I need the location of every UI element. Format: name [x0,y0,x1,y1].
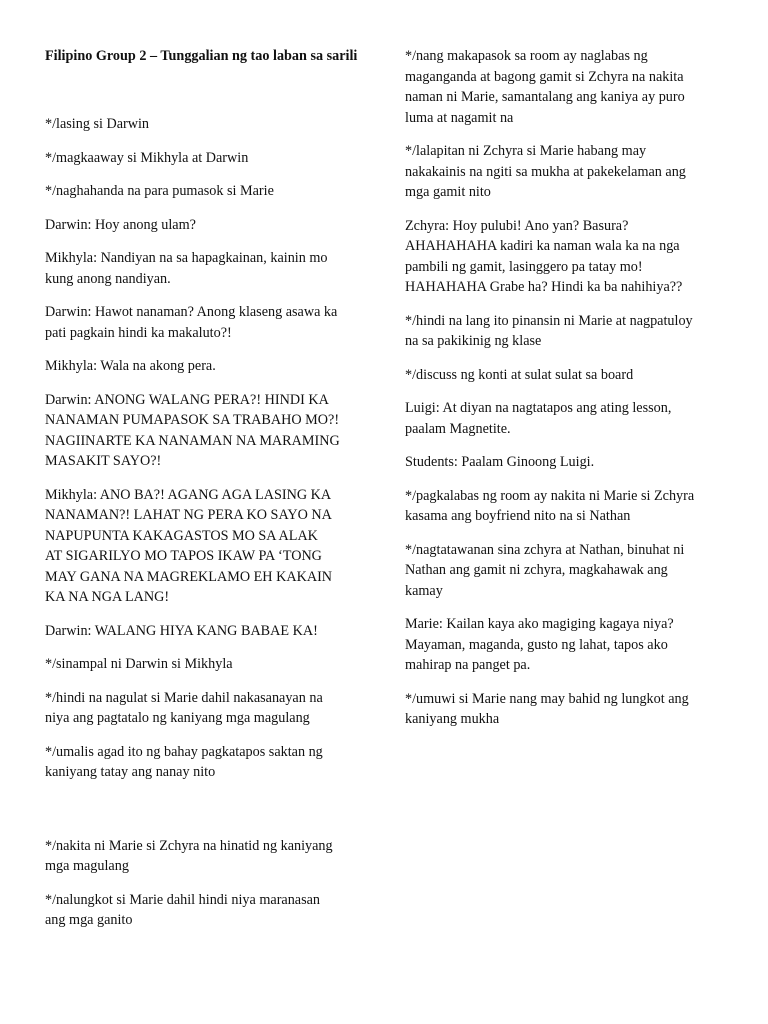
paragraph: Darwin: Hoy anong ulam? [45,216,196,233]
paragraph: */hindi na lang ito pinansin ni Marie at nagpatuloy na sa pakikinig ng klase [405,312,693,349]
blank-gap [45,796,367,836]
paragraph: Mikhyla: Wala na akong pera. [45,358,216,374]
paragraph: Mikhyla: Nandiyan na sa hapagkainan, kainin mo kung anong nandiyan. [45,250,328,287]
paragraph: Darwin: WALANG HIYA KANG BABAE KA! [45,622,318,639]
paragraph: Mikhyla: ANO BA?! AGANG AGA LASING KA NANAMAN?! LAHAT NG PERA KO SAYO NA NAPUPUNTA KAKAGASTOS MO SA ALAK AT SIGARILYO MO TAPOS IKAW PA ‘TONG MAY GANA NA MAGREKLAMO EH KAKAIN KA NA NGA LANG! [45,486,333,605]
paragraph: */lasing si Darwin [45,116,150,132]
paragraph: */nang makapasok sa room ay naglabas ng maganganda at bagong gamit si Zchyra na nakita naman ni Marie, samantalang ang kaniya ay puro luma at nagamit na [405,48,685,126]
paragraph: Zchyra: Hoy pulubi! Ano yan? Basura? AHAHAHAHA kadiri ka naman wala ka na nga pambili ng gamit, lasinggero pa tatay mo! HAHAHAHA Grabe ha? Hindi ka ba nahihiya?? [405,217,683,295]
left-column [45,46,367,944]
paragraph: */umuwi si Marie nang may bahid ng lungkot ang kaniyang mukha [405,690,689,727]
paragraph: */sinampal ni Darwin si Mikhyla [45,656,233,672]
paragraph: */nalungkot si Marie dahil hindi niya maranasan ang mga ganito [45,891,321,928]
right-column [405,46,725,743]
paragraph: */umalis agad ito ng bahay pagkatapos saktan ng kaniyang tatay ang nanay nito [45,743,323,780]
paragraph: */lalapitan ni Zchyra si Marie habang may nakakainis na ngiti sa mukha at pakekelaman ang mga gamit nito [405,143,686,200]
paragraph: */hindi na nagulat si Marie dahil nakasanayan na niya ang pagtatalo ng kaniyang mga magulang [45,689,323,726]
paragraph: */magkaaway si Mikhyla at Darwin [45,149,249,166]
paragraph: Luigi: At diyan na nagtatapos ang ating lesson, paalam Magnetite. [405,400,672,437]
paragraph: */pagkalabas ng room ay nakita ni Marie si Zchyra kasama ang boyfriend nito na si Nathan [405,487,695,524]
paragraph: */nagtatawanan sina zchyra at Nathan, binuhat ni Nathan ang gamit ni zchyra, magkahawak ang kamay [405,541,685,599]
paragraph: */discuss ng konti at sulat sulat sa board [405,366,634,383]
paragraph: Marie: Kailan kaya ako magiging kagaya niya? Mayaman, maganda, gusto ng lahat, tapos ako mahirap na panget pa. [405,616,674,673]
paragraph: */nakita ni Marie si Zchyra na hinatid ng kaniyang mga magulang [45,837,333,874]
paragraph: Students: Paalam Ginoong Luigi. [405,454,595,470]
left-paragraphs [45,114,367,783]
paragraph: Darwin: Hawot nanaman? Anong klaseng asawa ka pati pagkain hindi ka makaluto?! [45,304,338,341]
paragraph: Darwin: ANONG WALANG PERA?! HINDI KA NANAMAN PUMAPASOK SA TRABAHO MO?! NAGIINARTE KA NANAMAN NA MARAMING MASAKIT SAYO?! [45,391,340,469]
document-title: Filipino Group 2 – Tunggalian ng tao laban sa sarili [45,48,358,64]
paragraph: */naghahanda na para pumasok si Marie [45,183,274,199]
left-paragraphs-after-gap [45,836,367,931]
